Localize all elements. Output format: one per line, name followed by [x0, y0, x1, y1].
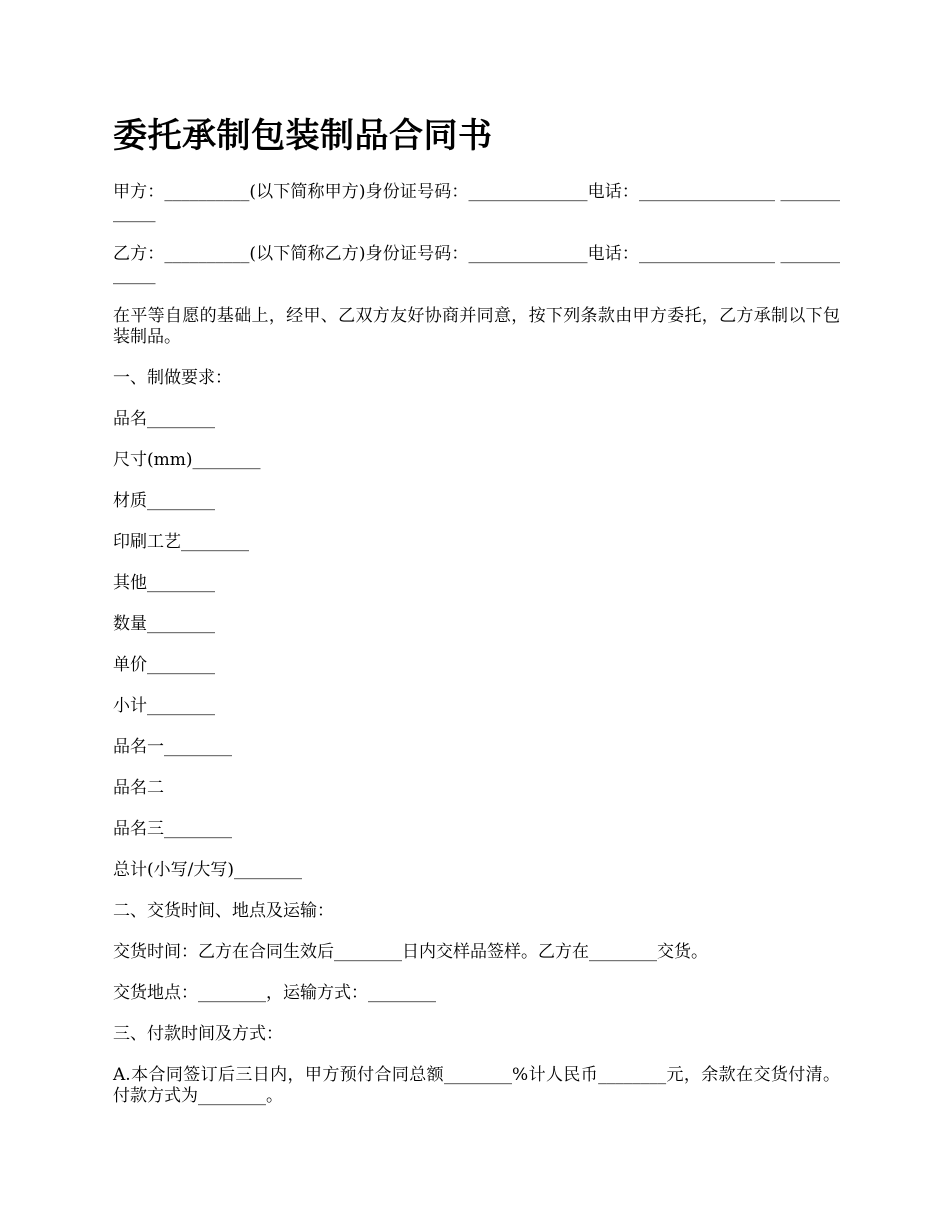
preamble-paragraph: 在平等自愿的基础上，经甲、乙双方友好协商并同意，按下列条款由甲方委托，乙方承制以下包装制品。 [113, 306, 840, 347]
field-product-3: 品名三________ [113, 819, 232, 839]
field-subtotal: 小计________ [113, 696, 215, 716]
party-b-line: 乙方：__________(以下简称乙方)身份证号码：______________电话：________________ ____________ [113, 244, 840, 285]
delivery-place-line: 交货地点：________，运输方式：________ [113, 983, 436, 1003]
payment-terms-paragraph: A.本合同签订后三日内，甲方预付合同总额________%计人民币________元，余款在交货付清。付款方式为________。 [113, 1065, 840, 1106]
document-title: 委托承制包装制品合同书 [113, 116, 493, 156]
section-heading-payment: 三、付款时间及方式： [113, 1024, 283, 1044]
field-material: 材质________ [113, 491, 215, 511]
document-page [113, 112, 840, 1127]
field-product-name: 品名________ [113, 409, 215, 429]
field-total: 总计(小写/大写)________ [113, 860, 302, 880]
field-other: 其他________ [113, 573, 215, 593]
delivery-time-line: 交货时间：乙方在合同生效后________日内交样品签样。乙方在________交货。 [113, 942, 708, 962]
party-a-line: 甲方：__________(以下简称甲方)身份证号码：______________电话：________________ ____________ [113, 182, 840, 223]
field-size: 尺寸(mm)________ [113, 450, 261, 470]
field-product-1: 品名一________ [113, 737, 232, 757]
section-heading-delivery: 二、交货时间、地点及运输： [113, 901, 334, 921]
field-quantity: 数量________ [113, 614, 215, 634]
field-printing-process: 印刷工艺________ [113, 532, 249, 552]
field-product-2: 品名二 [113, 778, 164, 798]
section-heading-requirements: 一、制做要求： [113, 368, 232, 388]
field-unit-price: 单价________ [113, 655, 215, 675]
